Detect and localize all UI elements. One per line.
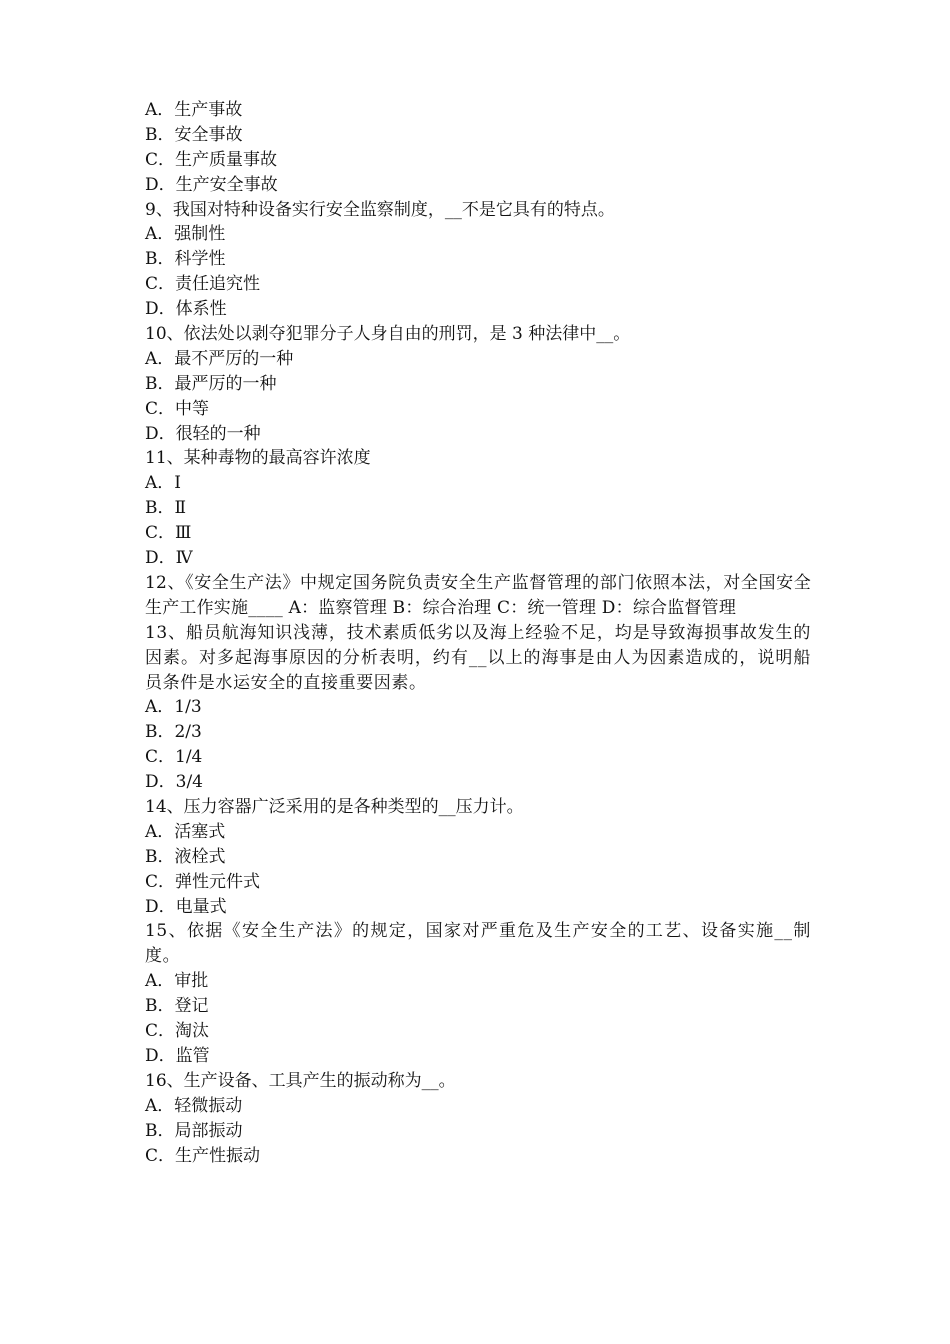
question-16-option-c: C．生产性振动	[145, 1145, 261, 1166]
question-14-option-b: B．液栓式	[145, 846, 226, 867]
question-9-option-d: D．体系性	[145, 299, 227, 320]
question-10-option-c: C．中等	[145, 398, 210, 419]
question-11-option-b: B．Ⅱ	[145, 498, 187, 519]
question-11-option-d: D．Ⅳ	[145, 548, 193, 569]
option-c: C．生产质量事故	[145, 149, 278, 170]
question-16-option-a: A．轻微振动	[145, 1095, 243, 1116]
question-16: 16、生产设备、工具产生的振动称为__。	[145, 1070, 456, 1091]
question-9-option-c: C．责任追究性	[145, 274, 261, 295]
question-14: 14、压力容器广泛采用的是各种类型的__压力计。	[145, 797, 524, 818]
question-15-option-a: A．审批	[145, 971, 209, 992]
question-10-option-a: A．最不严厉的一种	[145, 348, 294, 369]
document-body	[145, 98, 811, 1168]
option-a: A．生产事故	[145, 100, 243, 120]
question-15-option-d: D．监管	[145, 1045, 210, 1066]
question-10-option-b: B．最严厉的一种	[145, 373, 277, 394]
option-d: D．生产安全事故	[145, 174, 278, 195]
question-14-option-c: C．弹性元件式	[145, 871, 261, 892]
question-15-option-c: C．淘汰	[145, 1021, 210, 1042]
question-15: 15、依据《安全生产法》的规定，国家对严重危及生产安全的工艺、设备实施__制度。	[145, 921, 811, 967]
question-9-option-b: B．科学性	[145, 249, 226, 270]
question-13-option-a: A．1/3	[145, 697, 202, 718]
question-13-option-c: C．1/4	[145, 747, 203, 768]
question-12: 12、《安全生产法》中规定国务院负责安全生产监督管理的部门依照本法，对全国安全生产工作实施____ A：监察管理 B：综合治理 C：统一管理 D：综合监督管理	[145, 572, 811, 618]
question-13-option-b: B．2/3	[145, 722, 202, 743]
question-14-option-d: D．电量式	[145, 896, 227, 917]
question-9-option-a: A．强制性	[145, 224, 226, 245]
question-9: 9、我国对特种设备实行安全监察制度，__不是它具有的特点。	[145, 199, 615, 220]
question-11: 11、某种毒物的最高容许浓度	[145, 448, 371, 469]
question-10-option-d: D．很轻的一种	[145, 423, 261, 444]
question-14-option-a: A．活塞式	[145, 821, 226, 842]
option-b: B．安全事故	[145, 124, 243, 145]
question-11-option-a: A．Ⅰ	[145, 473, 181, 494]
question-11-option-c: C．Ⅲ	[145, 523, 192, 544]
question-16-option-b: B．局部振动	[145, 1120, 243, 1141]
question-15-option-b: B．登记	[145, 996, 209, 1017]
question-10: 10、依法处以剥夺犯罪分子人身自由的刑罚，是 3 种法律中__。	[145, 324, 631, 345]
question-13: 13、船员航海知识浅薄，技术素质低劣以及海上经验不足，均是导致海损事故发生的因素。对多起海事原因的分析表明，约有__以上的海事是由人为因素造成的，说明船员条件是水运安全的直接重要因素。	[145, 622, 811, 693]
question-13-option-d: D．3/4	[145, 772, 203, 793]
